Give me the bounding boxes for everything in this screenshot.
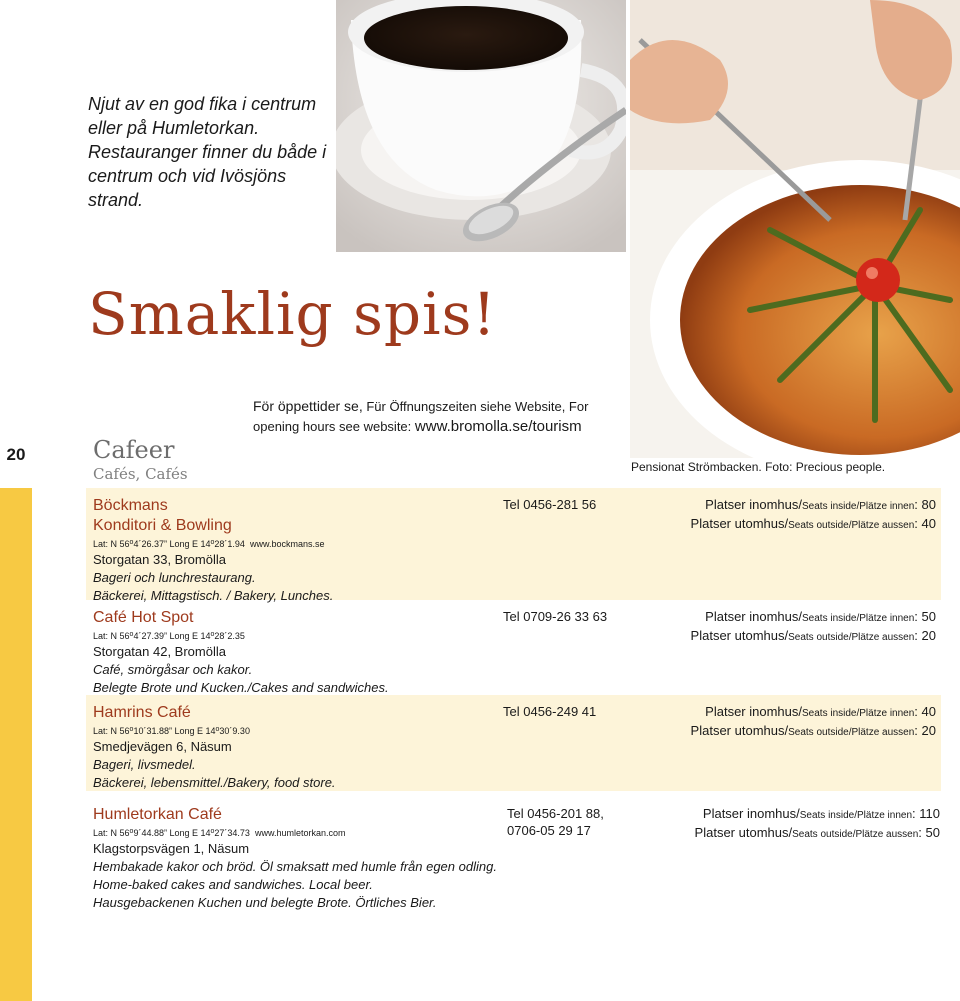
description-line: Bäckerei, lebensmittel./Bakery, food store.	[93, 775, 336, 790]
opening-note-swedish: För öppettider se,	[253, 398, 363, 414]
address: Storgatan 42, Bromölla	[93, 644, 226, 659]
listing-name: Hamrins Café	[93, 704, 191, 721]
description-line: Belegte Brote und Kucken./Cakes and sandwiches.	[93, 680, 389, 695]
seat-counts: Platser inomhus/Seats inside/Plätze innen: 110 Platser utomhus/Seats outside/Plätze aussen: 50	[694, 806, 940, 840]
tourism-link[interactable]: www.bromolla.se/tourism	[414, 418, 582, 435]
page-heading: Smaklig spis!	[88, 280, 497, 348]
address: Smedjevägen 6, Näsum	[93, 739, 232, 754]
opening-note-other: Für Öffnungszeiten siehe Website, For opening hours see website:	[253, 399, 589, 434]
coordinates: Lat: N 56$^o$4´26.37” Long E 14$^o$28´1.94 www.bockmans.se	[93, 539, 325, 549]
listing-humletorkan-cafe	[93, 805, 497, 912]
website-link[interactable]: www.humletorkan.com	[254, 828, 346, 838]
seat-counts: Platser inomhus/Seats inside/Plätze innen: 50 Platser utomhus/Seats outside/Plätze aussen: 20	[690, 609, 936, 643]
description-line: Bageri, livsmedel.	[93, 757, 196, 772]
description-line: Bageri och lunchrestaurang.	[93, 570, 256, 585]
phone-number: Tel 0456-249 41	[503, 704, 597, 719]
phone-numbers: Tel 0456-201 88, 0706-05 29 17	[507, 806, 604, 838]
seat-counts: Platser inomhus/Seats inside/Plätze innen: 80 Platser utomhus/Seats outside/Plätze aussen: 40	[690, 497, 936, 531]
description-line: Hausgebackenen Kuchen und belegte Brote. Örtliches Bier.	[93, 895, 437, 910]
listing-hamrins-cafe	[93, 703, 336, 792]
address: Klagstorpsvägen 1, Näsum	[93, 841, 250, 856]
listing-name: Böckmans	[93, 497, 168, 514]
page-number: 20	[6, 445, 26, 464]
address: Storgatan 33, Bromölla	[93, 552, 226, 567]
listing-name: Humletorkan Café	[93, 806, 222, 823]
coordinates: Lat: N 56$^o$9´44.88” Long E 14$^o$27´34.73 www.humletorkan.com	[93, 828, 346, 838]
listing-name-line2: Konditori & Bowling	[93, 517, 232, 534]
coordinates: Lat: N 56$^o$10´31.88” Long E 14$^o$30´9.30	[93, 726, 250, 736]
website-link[interactable]: www.bockmans.se	[249, 539, 325, 549]
description-line: Café, smörgåsar och kakor.	[93, 662, 253, 677]
listing-bockmans	[93, 496, 333, 605]
section-subtitle: Cafés, Cafés	[93, 465, 188, 483]
intro-text: Njut av en god fika i centrum eller på Humletorkan. Restauranger finner du både i centrum och vid Ivösjöns strand.	[88, 94, 327, 210]
description-line: Hembakade kakor och bröd. Öl smaksatt med humle från egen odling.	[93, 859, 497, 874]
coffee-cup-photo	[336, 0, 626, 252]
phone-number: Tel 0456-281 56	[503, 497, 597, 512]
yellow-side-strip	[0, 488, 32, 1001]
photo-caption: Pensionat Strömbacken. Foto: Precious people.	[631, 460, 886, 474]
coordinates: Lat: N 56$^o$4´27.39” Long E 14$^o$28´2.35	[93, 631, 245, 641]
description-line: Bäckerei, Mittagstisch. / Bakery, Lunches.	[93, 588, 334, 603]
phone-number: Tel 0709-26 33 63	[503, 609, 608, 624]
section-title: Cafeer	[93, 436, 175, 464]
description-line: Home-baked cakes and sandwiches. Local beer.	[93, 877, 373, 892]
opening-hours-note	[253, 396, 613, 437]
listing-cafe-hot-spot	[93, 608, 389, 697]
listing-name: Café Hot Spot	[93, 609, 194, 626]
quiche-photo	[630, 0, 960, 458]
seat-counts: Platser inomhus/Seats inside/Plätze innen: 40 Platser utomhus/Seats outside/Plätze aussen: 20	[690, 704, 936, 738]
